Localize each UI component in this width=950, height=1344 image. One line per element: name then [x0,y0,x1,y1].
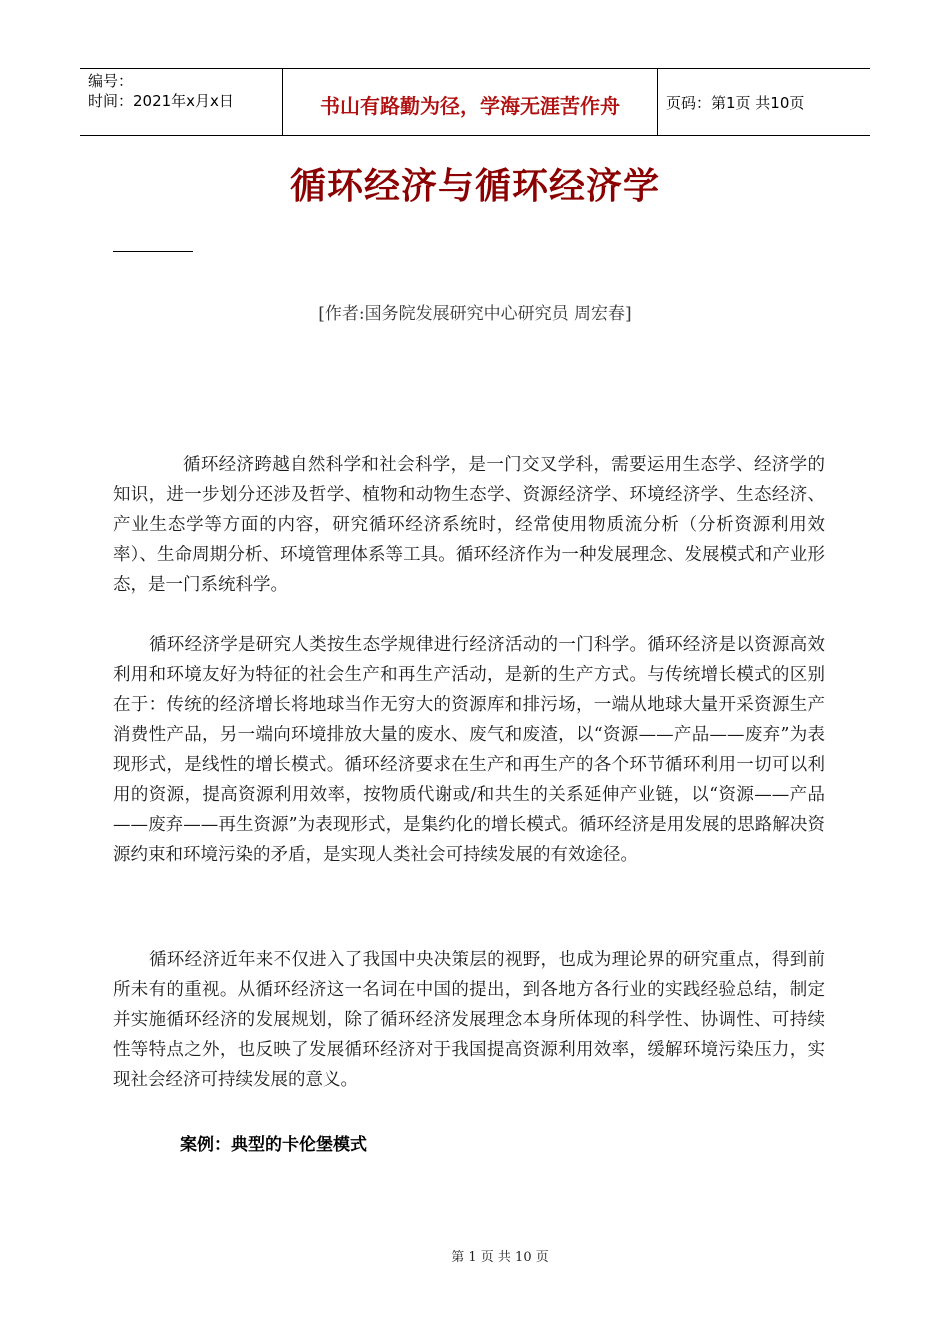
author-line: [作者:国务院发展研究中心研究员 周宏春] [318,304,632,324]
case-heading: 案例：典型的卡伦堡模式 [180,1135,367,1155]
number-label: 编号： [88,72,134,90]
document-title: 循环经济与循环经济学 [289,165,660,207]
time-label: 时间：2021年x月x日 [88,92,234,110]
page-footer: 第 1 页 共 10 页 [451,1250,549,1265]
header-page-info: 页码：第1页 共10页 [666,93,805,112]
header-motto: 书山有路勤为径，学海无涯苦作舟 [282,69,658,135]
header-meta [80,69,282,135]
title-divider [113,251,193,252]
paragraph-2: 循环经济学是研究人类按生态学规律进行经济活动的一门科学。循环经济是以资源高效利用和环境友好为特征的社会生产和再生产活动，是新的生产方式。与传统增长模式的区别在于：传统的经济增长将地球当作无穷大的资源库和排污场，一端从地球大量开采资源生产消费性产品，另一端向环境排放大量的废水、废气和废渣，以“资源——产品——废弃”为表现形式，是线性的增长模式。循环经济要求在生产和再生产的各个环节循环利用一切可以利用的资源，提高资源利用效率，按物质代谢或/和共生的关系延伸产业链，以“资源——产品——废弃——再生资源”为表现形式，是集约化的增长模式。循环经济是用发展的思路解决资源约束和环境污染的矛盾，是实现人类社会可持续发展的有效途径。 [113,635,825,865]
header-table [80,68,870,136]
paragraph-1: 循环经济跨越自然科学和社会科学，是一门交叉学科，需要运用生态学、经济学的知识，进一步划分还涉及哲学、植物和动物生态学、资源经济学、环境经济学、生态经济、产业生态学等方面的内容，研究循环经济系统时，经常使用物质流分析（分析资源利用效率）、生命周期分析、环境管理体系等工具。循环经济作为一种发展理念、发展模式和产业形态，是一门系统科学。 [113,455,825,595]
paragraph-3: 循环经济近年来不仅进入了我国中央决策层的视野，也成为理论界的研究重点，得到前所未有的重视。从循环经济这一名词在中国的提出，到各地方各行业的实践经验总结，制定并实施循环经济的发展规划，除了循环经济发展理念本身所体现的科学性、协调性、可持续性等特点之外，也反映了发展循环经济对于我国提高资源利用效率，缓解环境污染压力，实现社会经济可持续发展的意义。 [113,950,825,1090]
